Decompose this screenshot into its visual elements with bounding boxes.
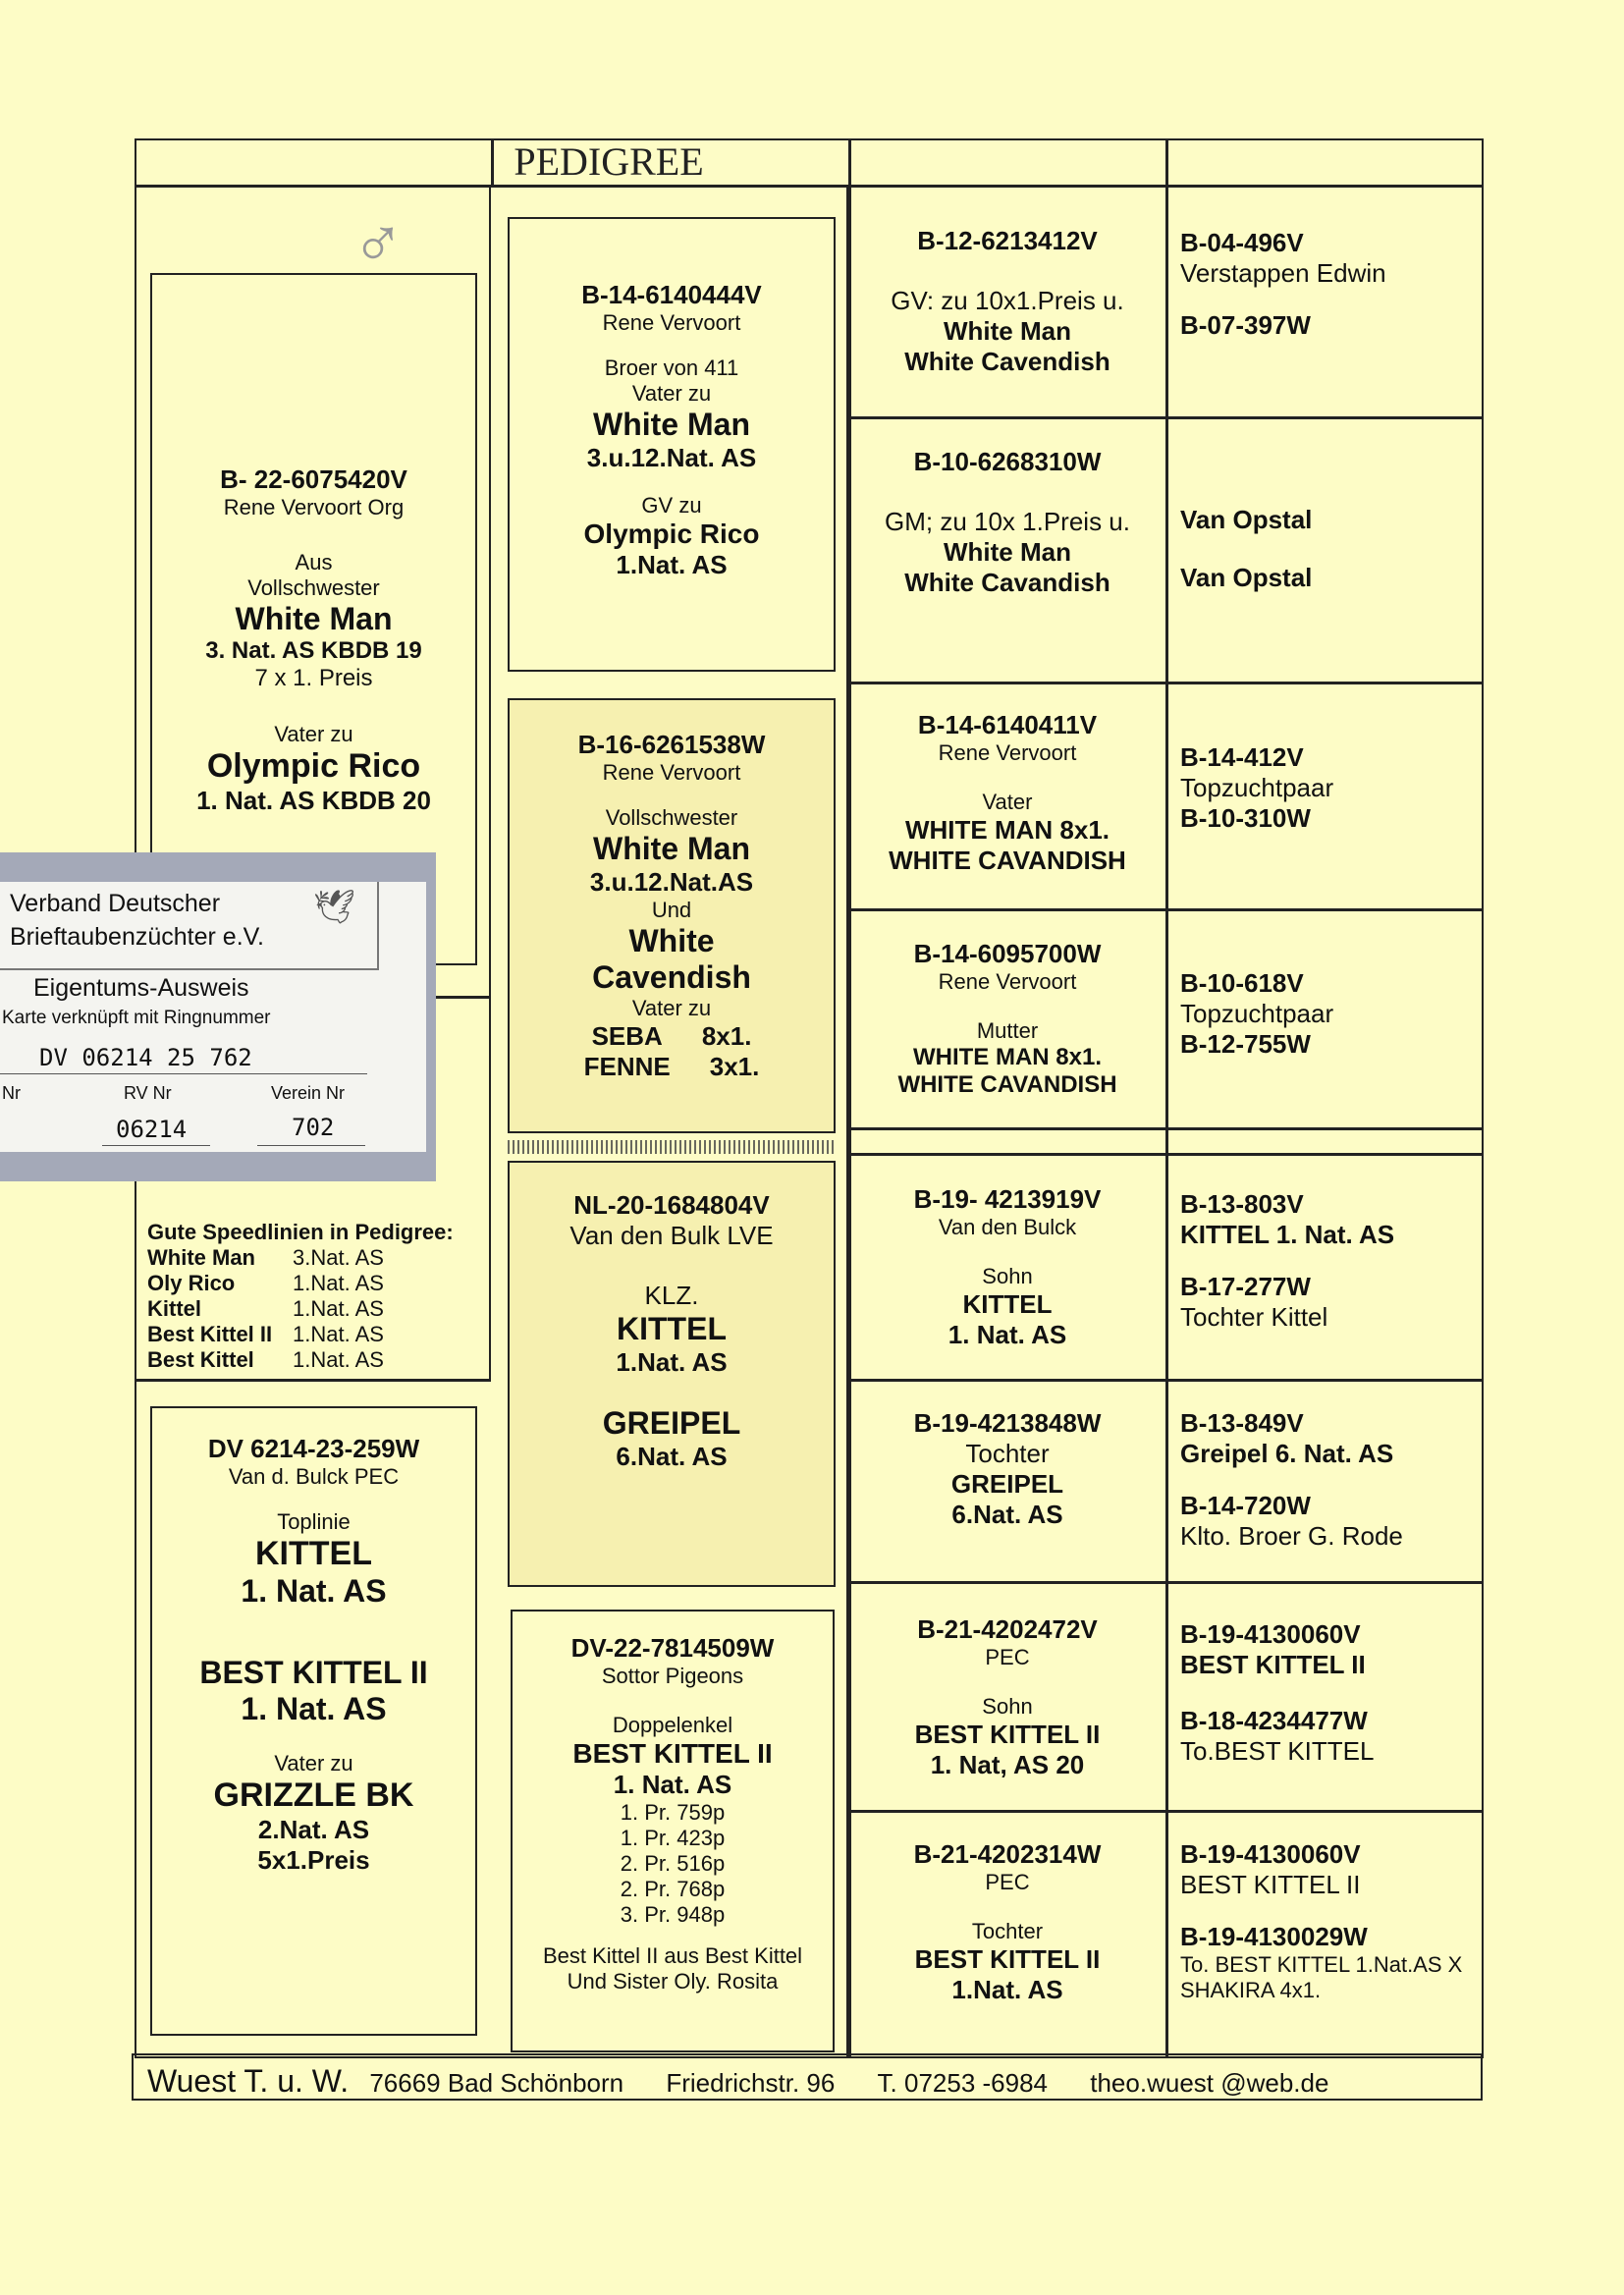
- father-text-3: GV zu: [641, 493, 702, 518]
- row-divider: [848, 1810, 1484, 1813]
- father-text-2: Vater zu: [631, 381, 712, 406]
- mother-details: [510, 730, 834, 1082]
- grandparent-cell: B-19- 4213919V Van den Bulck Sohn KITTEL 1. Nat. AS: [913, 1184, 1102, 1349]
- subject-line-1: Aus: [295, 550, 333, 574]
- pigeon-logo-icon: 🕊: [313, 889, 356, 926]
- dam-bold-6: 2.Nat. AS: [257, 1815, 370, 1844]
- subject-details: [152, 464, 475, 816]
- male-symbol-icon: ♂: [352, 204, 405, 283]
- father-bold-2: 3.u.12.Nat. AS: [586, 443, 757, 472]
- grandparent-cell: B-21-4202314W PEC Tochter BEST KITTEL II 1.Nat. AS: [913, 1839, 1102, 2004]
- prize-line: 2. Pr. 768p: [620, 1877, 726, 1901]
- father-bold-3: Olympic Rico: [583, 519, 760, 549]
- ownership-card-inner: [0, 882, 426, 1152]
- mother-result-row: SEBA 8x1.: [591, 1021, 752, 1051]
- dam-mother-text-1: Doppelenkel: [612, 1713, 733, 1737]
- row-divider: [848, 1581, 1484, 1584]
- mother-text-2: Und: [651, 898, 692, 922]
- great-grandparent-cell: Van Opstal Van Opstal: [1180, 505, 1313, 592]
- speedlines-row: Oly Rico 1.Nat. AS: [147, 1271, 384, 1295]
- subject-big-1: White Man: [235, 601, 393, 636]
- speedlines-row: Best Kittel II 1.Nat. AS: [147, 1322, 384, 1346]
- footer: [132, 2053, 1483, 2101]
- dotted-divider: [508, 1140, 836, 1154]
- subject-ring: B- 22-6075420V: [220, 464, 407, 494]
- great-grandparent-cell: B-14-412V Topzuchtpaar B-10-310W: [1180, 742, 1334, 833]
- subject-big-2: Olympic Rico: [206, 747, 421, 785]
- dam-mother-box: [511, 1610, 835, 2052]
- subject-vater-zu: Vater zu: [274, 722, 353, 746]
- grandparent-cell: B-19-4213848W Tochter GREIPEL 6.Nat. AS: [913, 1408, 1102, 1529]
- grandparent-cell: B-14-6095700W Rene Vervoort Mutter WHITE MAN 8x1. WHITE CAVANDISH: [897, 939, 1117, 1098]
- card-col-nr: Nr: [2, 1083, 21, 1103]
- dam-text-2: Vater zu: [274, 1751, 353, 1776]
- dam-father-text-1: KLZ.: [644, 1281, 699, 1310]
- footer-email: theo.wuest @web.de: [1090, 2068, 1329, 2098]
- dam-father-box: [508, 1161, 836, 1587]
- mother-bold-3: White: [628, 923, 715, 958]
- card-org-1: Verband Deutscher: [10, 890, 221, 917]
- col1-divider-1: [432, 996, 491, 999]
- row-divider: [848, 1153, 1484, 1156]
- footer-city: 76669 Bad Schönborn: [369, 2068, 624, 2098]
- mother-bold-4: Cavendish: [592, 959, 751, 995]
- dam-mother-bold-2: 1. Nat. AS: [613, 1770, 732, 1799]
- dam-bold-2: 1. Nat. AS: [241, 1573, 387, 1609]
- mother-text-1: Vollschwester: [605, 805, 738, 830]
- card-divider: [0, 1073, 367, 1074]
- dam-mother-details: [513, 1633, 833, 1994]
- mother-box: [508, 698, 836, 1133]
- dam-mother-ring: DV-22-7814509W: [570, 1633, 775, 1663]
- prize-line: 3. Pr. 948p: [620, 1902, 726, 1927]
- dam-text-1: Toplinie: [277, 1509, 351, 1534]
- card-underline: [257, 1145, 365, 1146]
- subject-line-2: Vollschwester: [247, 575, 380, 600]
- card-underline: [102, 1145, 210, 1146]
- dam-bold-7: 5x1.Preis: [257, 1845, 370, 1875]
- footer-street: Friedrichstr. 96: [666, 2068, 836, 2098]
- subject-breeder: Rene Vervoort Org: [223, 495, 405, 519]
- card-rv-value: 06214: [116, 1116, 188, 1143]
- father-details: [510, 280, 834, 580]
- card-ring-number: DV 06214 25 762: [39, 1044, 252, 1071]
- father-bold-4: 1.Nat. AS: [616, 550, 728, 579]
- footer-name: Wuest T. u. W.: [147, 2063, 350, 2099]
- dam-bold-3: BEST KITTEL II: [199, 1655, 428, 1690]
- mother-breeder: Rene Vervoort: [602, 760, 741, 785]
- dam-father-ring: NL-20-1684804V: [573, 1190, 770, 1220]
- subject-achievement-2: 7 x 1. Preis: [254, 665, 373, 691]
- father-text-1: Broer von 411: [604, 355, 739, 380]
- footer-phone: T. 07253 -6984: [877, 2068, 1049, 2098]
- card-type: Eigentums-Ausweis: [33, 974, 249, 1002]
- grandparent-cell: B-14-6140411V Rene Vervoort Vater WHITE MAN 8x1. WHITE CAVANDISH: [889, 710, 1126, 875]
- dam-details: [152, 1434, 475, 1876]
- card-col-verein: Verein Nr: [271, 1083, 346, 1103]
- card-verein-value: 702: [292, 1114, 335, 1141]
- row-divider: [848, 1127, 1484, 1130]
- father-breeder: Rene Vervoort: [602, 310, 741, 335]
- row-divider: [848, 682, 1484, 684]
- row-divider: [848, 908, 1484, 911]
- row-divider: [848, 1379, 1484, 1382]
- dam-ring: DV 6214-23-259W: [207, 1434, 420, 1463]
- footer-line: [147, 2063, 1328, 2100]
- header-col-divider-2: [848, 138, 851, 188]
- speedlines-row: White Man 3.Nat. AS: [147, 1245, 384, 1270]
- col1-divider-2: [135, 1379, 491, 1382]
- speedlines-row: Kittel 1.Nat. AS: [147, 1296, 384, 1321]
- mother-result-row: FENNE 3x1.: [583, 1052, 760, 1081]
- great-grandparent-cell: B-10-618V Topzuchtpaar B-12-755W: [1180, 968, 1334, 1059]
- prize-line: 1. Pr. 423p: [620, 1826, 726, 1850]
- mother-bold-2: 3.u.12.Nat.AS: [589, 867, 754, 897]
- great-grandparent-cell: B-19-4130060V BEST KITTEL II B-19-4130029W To. BEST KITTEL 1.Nat.AS X SHAKIRA 4x1.: [1180, 1839, 1463, 2002]
- prize-line: 1. Pr. 759p: [620, 1800, 726, 1825]
- dam-bold-5: GRIZZLE BK: [213, 1776, 414, 1814]
- speedlines-box: [147, 1220, 491, 1373]
- dam-mother-note-1: Best Kittel II aus Best Kittel: [542, 1943, 803, 1968]
- father-box: [508, 217, 836, 672]
- dam-father-bold-3: GREIPEL: [602, 1405, 741, 1441]
- great-grandparent-cell: B-13-803V KITTEL 1. Nat. AS B-17-277W Tochter Kittel: [1180, 1189, 1395, 1332]
- subject-achievement-3: 1. Nat. AS KBDB 20: [196, 786, 431, 815]
- mother-ring: B-16-6261538W: [577, 730, 766, 759]
- dam-mother-bold-1: BEST KITTEL II: [572, 1738, 773, 1769]
- row-divider: [848, 416, 1484, 419]
- dam-father-breeder: Van den Bulk LVE: [569, 1221, 774, 1250]
- dam-mother-breeder: Sottor Pigeons: [601, 1664, 744, 1688]
- great-grandparent-cell: B-19-4130060V BEST KITTEL II B-18-4234477W To.BEST KITTEL: [1180, 1619, 1375, 1766]
- great-grandparent-cell: B-13-849V Greipel 6. Nat. AS B-14-720W Klto. Broer G. Rode: [1180, 1408, 1403, 1551]
- card-org-2: Brieftaubenzüchter e.V.: [10, 923, 264, 951]
- dam-breeder: Van d. Bulck PEC: [228, 1464, 400, 1489]
- speedlines-row: Best Kittel 1.Nat. AS: [147, 1347, 384, 1372]
- prize-line: 2. Pr. 516p: [620, 1851, 726, 1876]
- great-grandparent-cell: B-04-496V Verstappen Edwin B-07-397W: [1180, 228, 1386, 340]
- dam-bold-4: 1. Nat. AS: [241, 1691, 387, 1726]
- grandparent-cell: B-10-6268310W GM; zu 10x 1.Preis u. White Man White Cavandish: [885, 447, 1130, 597]
- grandparent-cell: B-21-4202472V PEC Sohn BEST KITTEL II 1. Nat, AS 20: [914, 1614, 1101, 1779]
- card-col-rv: RV Nr: [124, 1083, 172, 1103]
- father-bold-1: White Man: [593, 407, 750, 442]
- mother-text-3: Vater zu: [631, 996, 712, 1020]
- dam-father-details: [510, 1190, 834, 1472]
- dam-bold-1: KITTEL: [255, 1535, 372, 1572]
- dam-father-bold-4: 6.Nat. AS: [616, 1442, 728, 1471]
- father-ring: B-14-6140444V: [581, 280, 762, 309]
- subject-achievement-1: 3. Nat. AS KBDB 19: [205, 637, 422, 664]
- ownership-card: [0, 852, 436, 1181]
- page-title: PEDIGREE: [514, 139, 704, 184]
- grandparent-cell: B-12-6213412V GV: zu 10x1.Preis u. White Man White Cavendish: [891, 226, 1124, 376]
- speedlines-title: Gute Speedlinien in Pedigree:: [147, 1220, 454, 1244]
- header-col-divider-3: [1165, 138, 1168, 188]
- dam-father-bold-2: 1.Nat. AS: [616, 1347, 728, 1377]
- card-linked: Karte verknüpft mit Ringnummer: [2, 1008, 271, 1028]
- dam-box: [150, 1406, 477, 2036]
- dam-mother-note-2: Und Sister Oly. Rosita: [567, 1969, 779, 1994]
- dam-father-bold-1: KITTEL: [617, 1311, 727, 1346]
- col4-left-border: [1165, 185, 1168, 2058]
- mother-bold-1: White Man: [593, 831, 750, 866]
